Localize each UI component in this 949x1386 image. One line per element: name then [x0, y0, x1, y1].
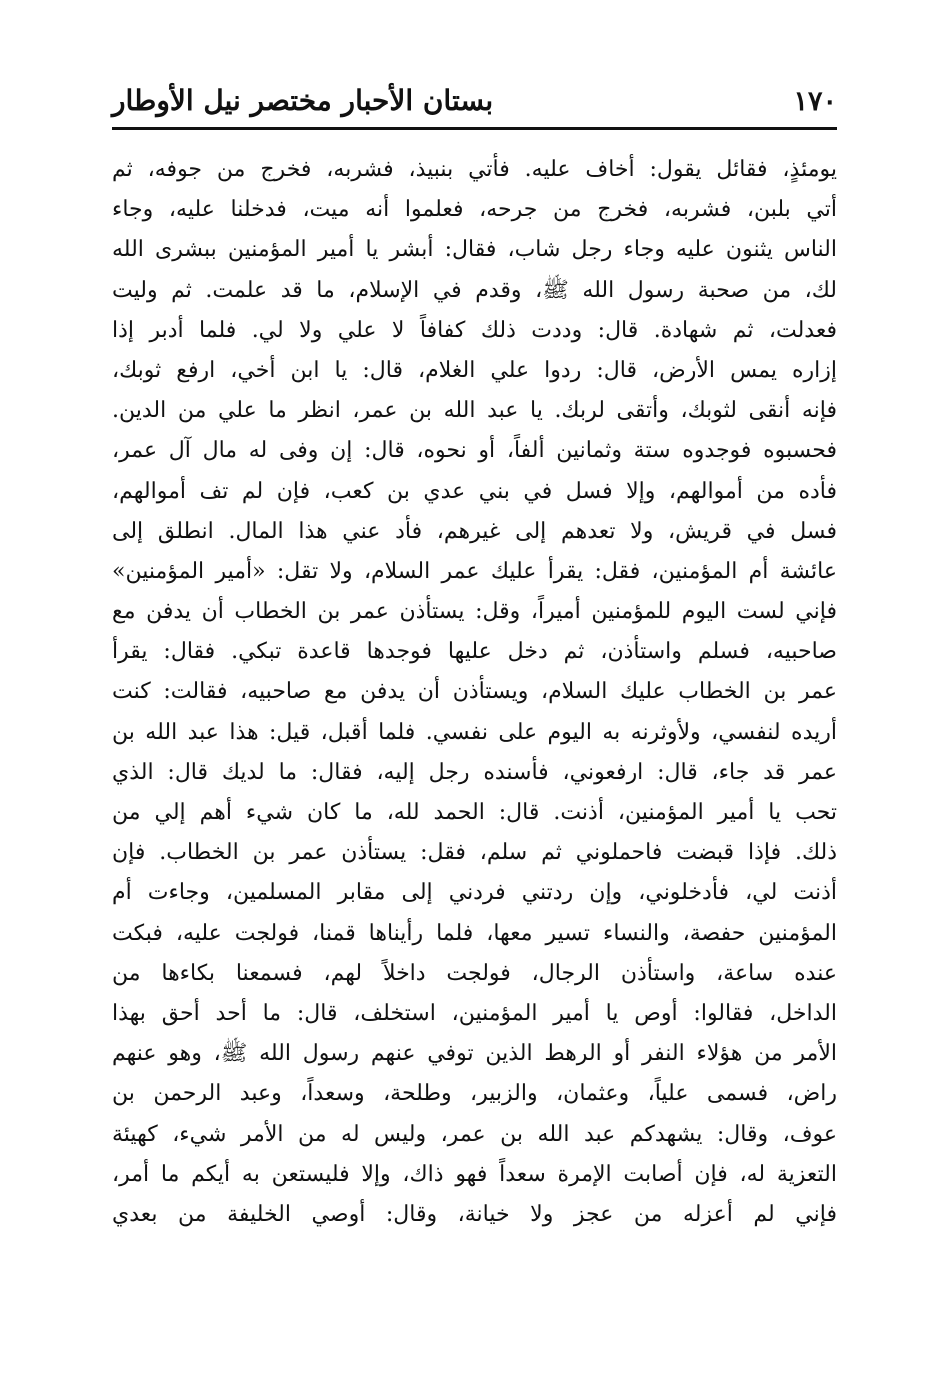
page-header — [112, 80, 837, 124]
text-line: راض، فسمى علياً، وعثمان، والزبير، وطلحة، وسعداً، وعبد الرحمن بن — [112, 1081, 837, 1107]
text-line: عنده ساعة، واستأذن الرجال، فولجت داخلاً لهم، فسمعنا بكاءها من — [112, 960, 837, 986]
text-line: التعزية له، فإن أصابت الإمرة سعداً فهو ذاك، وإلا فليستعن به أيكم ما أمر، — [112, 1161, 837, 1187]
header-divider — [112, 127, 837, 130]
text-line: فأده من أموالهم، وإلا فسل في بني عدي بن كعب، فإن لم تف أموالهم، — [112, 478, 837, 504]
text-line: عمر بن الخطاب عليك السلام، ويستأذن أن يدفن مع صاحبيه، فقالت: كنت — [112, 679, 837, 705]
text-line: تحب يا أمير المؤمنين، أذنت. قال: الحمد لله، ما كان شيء أهم إلي من — [112, 800, 837, 825]
text-line: فإني لست اليوم للمؤمنين أميراً، وقل: يستأذن عمر بن الخطاب أن يدفن مع — [112, 599, 837, 625]
text-line: يومئذٍ، فقائل يقول: أخاف عليه. فأتي بنبيذ، فشربه، فخرج من جوفه، ثم — [112, 157, 837, 182]
text-line: المؤمنين حفصة، والنساء تسير معها، فلما رأيناها قمنا، فولجت عليه، فبكت — [112, 920, 837, 946]
text-line: ذلك. فإذا قبضت فاحملوني ثم سلم، فقل: يستأذن عمر بن الخطاب. فإن — [112, 840, 837, 866]
text-line: الداخل، فقالوا: أوص يا أمير المؤمنين، استخلف، قال: ما أحد أحق بهذا — [112, 1000, 837, 1026]
text-line: عائشة أم المؤمنين، فقل: يقرأ عليك عمر السلام، ولا تقل: «أمير المؤمنين» — [112, 558, 837, 584]
text-line: فإني لم أعزله من عجز ولا خيانة، وقال: أوصي الخليفة من بعدي — [112, 1201, 837, 1227]
text-line: الأمر من هؤلاء النفر أو الرهط الذين توفي عنهم رسول الله ﷺ، وهو عنهم — [112, 1041, 837, 1067]
text-line: أذنت لي، فأدخلوني، وإن ردتني فردني إلى مقابر المسلمين، وجاءت أم — [112, 880, 837, 906]
text-line: عوف، وقال: يشهدكم عبد الله بن عمر، وليس له من الأمر شيء، كهيئة — [112, 1121, 837, 1147]
text-line: أريده لنفسي، ولأوثرنه به اليوم على نفسي. فلما أقبل، قيل: هذا عبد الله بن — [112, 719, 837, 745]
text-line: عمر قد جاء، قال: ارفعوني، فأسنده رجل إليه، فقال: ما لديك قال: الذي — [112, 759, 837, 785]
text-line: الناس يثنون عليه وجاء رجل شاب، فقال: أبشر يا أمير المؤمنين ببشرى الله — [112, 237, 837, 263]
text-line: فسل في قريش، ولا تعدهم إلى غيرهم، فأد عني هذا المال. انطلق إلى — [112, 518, 837, 544]
text-line: صاحبيه، فسلم واستأذن، ثم دخل عليها فوجدها قاعدة تبكي. فقال: يقرأ — [112, 639, 837, 665]
text-line: أتي بلبن، فشربه، فخرج من جرحه، فعلموا أنه ميت، فدخلنا عليه، وجاء — [112, 197, 837, 223]
text-line: إزاره يمس الأرض، قال: ردوا علي الغلام، قال: يا ابن أخي، ارفع ثوبك، — [112, 357, 837, 383]
text-line: فإنه أنقى لثوبك، وأتقى لربك. يا عبد الله بن عمر، انظر ما علي من الدين. — [112, 398, 837, 424]
text-line: فعدلت، ثم شهادة. قال: وددت ذلك كفافاً لا علي ولا لي. فلما أدبر إذا — [112, 317, 837, 343]
body-text — [112, 150, 837, 1235]
text-line: فحسبوه فوجدوه ستة وثمانين ألفاً، أو نحوه، قال: إن وفى له مال آل عمر، — [112, 438, 837, 464]
text-line: لك، من صحبة رسول الله ﷺ، وقدم في الإسلام، ما قد علمت. ثم وليت — [112, 277, 837, 303]
book-title: بستان الأحبار مختصر نيل الأوطار — [112, 84, 494, 117]
page-number: ١٧٠ — [793, 86, 837, 117]
